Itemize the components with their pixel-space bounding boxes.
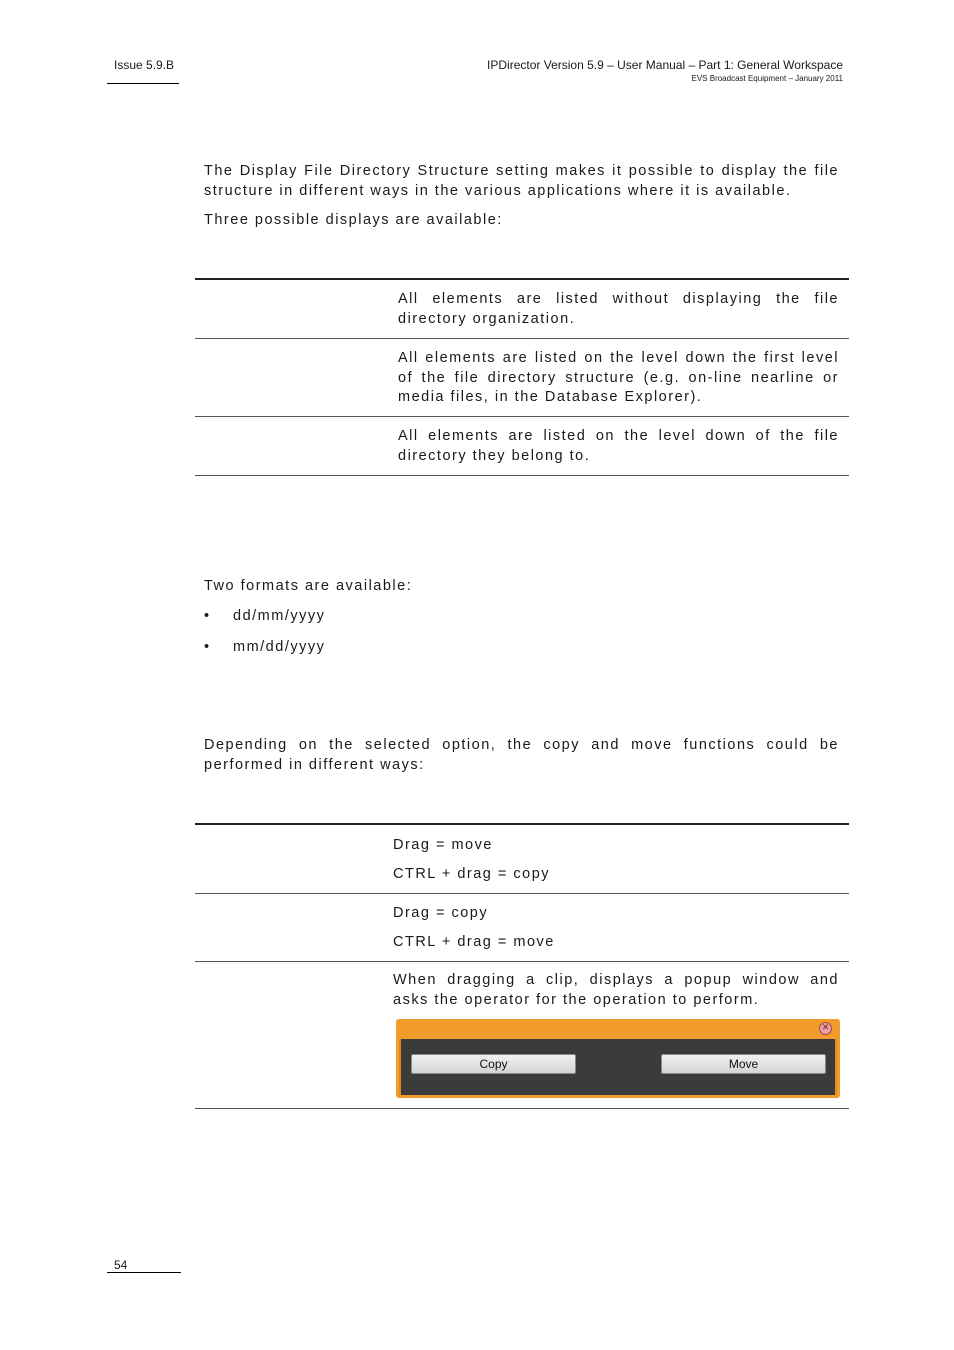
table-row-divider (195, 338, 849, 339)
date-format-option: mm/dd/yyyy (233, 639, 326, 655)
copy-row-1-line-1: Drag = move (393, 837, 493, 853)
page-number: 54 (114, 1258, 128, 1272)
close-icon[interactable]: ✕ (819, 1022, 832, 1035)
table-top-rule (195, 278, 849, 280)
date-format-lead: Two formats are available: (204, 578, 413, 594)
document-subtitle: EVS Broadcast Equipment – January 2011 (691, 74, 843, 83)
display-row-3-description: All elements are listed on the level down of the file directory they belong to. (398, 428, 839, 464)
popup-body (399, 1039, 837, 1095)
bullet-icon: • (204, 608, 211, 624)
display-row-2-description: All elements are listed on the level down the first level of the file directory structure (e.g. on-line nearline or media files, in the Database Explorer). (398, 350, 839, 405)
footer-rule (107, 1272, 181, 1273)
display-structure-intro: The Display File Directory Structure setting makes it possible to display the file structure in different ways in the various applications where it is available. (204, 163, 839, 199)
bullet-icon: • (204, 639, 211, 655)
header-rule (107, 83, 179, 84)
table-row-divider (195, 961, 849, 962)
copy-row-3-description: When dragging a clip, displays a popup window and asks the operator for the operation to perform. (393, 972, 839, 1008)
copy-row-2-line-1: Drag = copy (393, 905, 489, 921)
copy-row-1-line-2: CTRL + drag = copy (393, 866, 551, 882)
issue-label: Issue 5.9.B (114, 58, 175, 72)
table-bottom-rule (195, 1108, 849, 1109)
copy-move-popup (396, 1019, 840, 1098)
document-title: IPDirector Version 5.9 – User Manual – Part 1: General Workspace (487, 58, 843, 72)
table-row-divider (195, 416, 849, 417)
copy-button[interactable]: Copy (411, 1054, 576, 1074)
table-top-rule (195, 823, 849, 825)
date-format-option: dd/mm/yyyy (233, 608, 326, 624)
display-row-1-description: All elements are listed without displaying the file directory organization. (398, 291, 839, 327)
copy-move-intro: Depending on the selected option, the copy and move functions could be performed in different ways: (204, 737, 839, 773)
table-bottom-rule (195, 475, 849, 476)
copy-row-2-line-2: CTRL + drag = move (393, 934, 555, 950)
move-button[interactable]: Move (661, 1054, 826, 1074)
table-row-divider (195, 893, 849, 894)
display-structure-lead: Three possible displays are available: (204, 212, 503, 228)
